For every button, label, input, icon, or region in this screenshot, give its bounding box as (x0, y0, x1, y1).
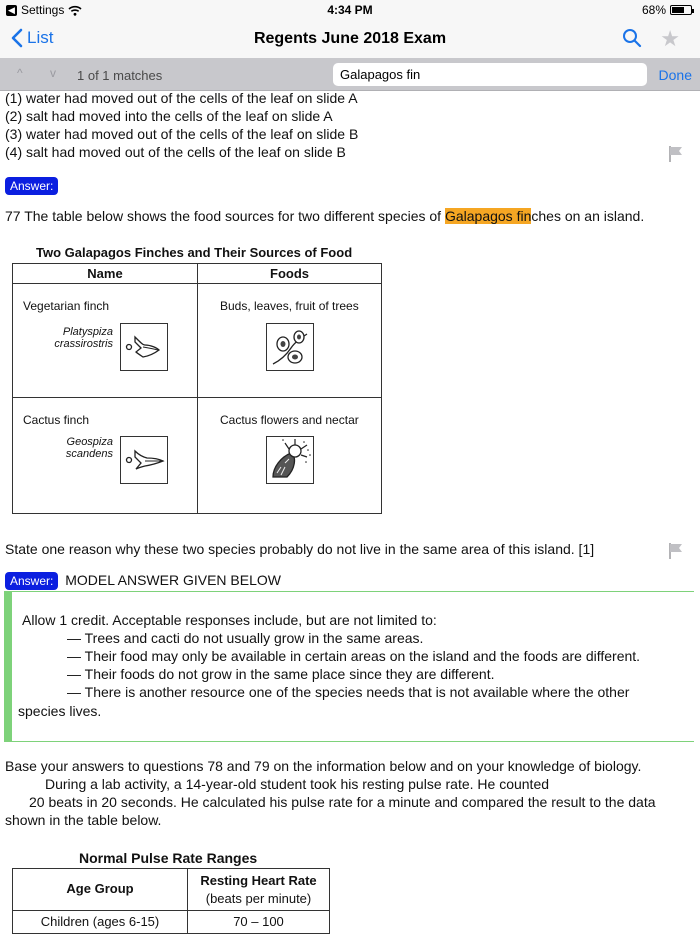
finch-row1-genus: Platyspiza (62, 326, 113, 338)
passage-line-4: shown in the table below. (5, 812, 162, 828)
pulse-table-title: Normal Pulse Rate Ranges (79, 850, 258, 866)
buds-leaves-fruit-image (266, 323, 314, 371)
flag-question-76-button[interactable] (668, 145, 684, 168)
finch-row1-species (23, 326, 113, 350)
finch-row1-food: Buds, leaves, fruit of trees (220, 299, 359, 313)
match-count: 1 of 1 matches (77, 68, 163, 83)
star-icon: ★ (660, 26, 680, 51)
chevron-down-icon: v (50, 66, 56, 80)
model-answer-item-3: — Their foods do not grow in the same place since they are different. (67, 666, 495, 682)
model-answer-continuation: species lives. (18, 703, 102, 719)
model-answer-item-2: — Their food may only be available in certain areas on the island and the foods are different. (67, 648, 641, 664)
navigation-bar (0, 20, 700, 58)
status-back-app-label: Settings (21, 3, 65, 17)
finch-col-foods: Foods (270, 266, 309, 281)
model-answer-item-4: — There is another resource one of the species needs that is not available where the other (67, 684, 630, 700)
page-title: Regents June 2018 Exam (253, 30, 447, 47)
vegetarian-finch-beak-image (120, 323, 168, 371)
previous-match-button[interactable] (17, 66, 23, 80)
finch-row2-food: Cactus flowers and nectar (220, 413, 359, 427)
search-button[interactable] (622, 28, 642, 53)
q77-text-before: 77 The table below shows the food sources for two different species of (5, 208, 445, 224)
battery-percent: 68% (641, 3, 666, 17)
pulse-col-rate-1: Resting Heart Rate (200, 873, 317, 888)
finch-row1-name: Vegetarian finch (23, 299, 110, 313)
passage-line-1: Base your answers to questions 78 and 79 on the information below and on your knowledge of biology. (5, 758, 642, 774)
pulse-table (12, 868, 330, 934)
q77-text-after: ches on an island. (531, 208, 645, 224)
model-answer-intro: Allow 1 credit. Acceptable responses include, but are not limited to: (22, 612, 437, 628)
done-button[interactable]: Done (658, 67, 692, 83)
next-match-button[interactable] (50, 66, 56, 80)
finch-table (12, 263, 382, 514)
model-answer-box (4, 591, 694, 742)
cactus-finch-beak-image (120, 436, 168, 484)
model-answer-heading: MODEL ANSWER GIVEN BELOW (65, 572, 281, 588)
finch-row2-name: Cactus finch (23, 413, 90, 427)
status-time: 4:34 PM (327, 3, 373, 17)
finch-row2-species (23, 436, 113, 460)
question-77-prompt: State one reason why these two species probably do not live in the same area of this island. [1] (5, 541, 595, 557)
option-1: (1) water had moved out of the cells of the leaf on slide A (5, 91, 358, 106)
passage-line-2: During a lab activity, a 14-year-old student took his resting pulse rate. He counted (45, 776, 550, 792)
back-to-app-icon: ◀ (6, 5, 17, 16)
status-right (642, 3, 692, 17)
question-77-text (5, 208, 644, 224)
finch-row2-genus: Geospiza (66, 436, 113, 448)
battery-fill (672, 7, 684, 13)
answer-77-button[interactable]: Answer: (5, 572, 58, 590)
back-button-label: List (27, 28, 54, 47)
flag-question-77-button[interactable] (668, 542, 684, 565)
battery-icon (670, 5, 692, 15)
pulse-row1-age: Children (ages 6-15) (40, 914, 160, 929)
find-bar (0, 58, 700, 91)
flag-icon (668, 145, 684, 163)
finch-col-name: Name (87, 266, 123, 281)
cactus-flower-image (266, 436, 314, 484)
passage-line-3: 20 beats in 20 seconds. He calculated his pulse rate for a minute and compared the result to the data (29, 794, 656, 810)
answer-76-row (5, 177, 58, 195)
finch-table-title: Two Galapagos Finches and Their Sources of Food (36, 245, 353, 260)
finch-row2-epithet: scandens (65, 448, 113, 460)
chevron-up-icon: ^ (17, 66, 23, 80)
search-highlight: Galapagos fin (444, 208, 532, 224)
answer-76-button[interactable]: Answer: (5, 177, 58, 195)
option-4: (4) salt had moved out of the cells of the leaf on slide B (5, 144, 346, 160)
pulse-row1-rate: 70 – 100 (233, 914, 284, 929)
favorite-button[interactable] (660, 26, 680, 52)
option-2: (2) salt had moved into the cells of the leaf on slide A (5, 108, 333, 124)
pulse-col-age: Age Group (66, 881, 134, 896)
flag-icon (668, 542, 684, 560)
document-content[interactable] (0, 91, 700, 934)
model-answer-item-1: — Trees and cacti do not usually grow in the same areas. (67, 630, 424, 646)
option-3: (3) water had moved out of the cells of the leaf on slide B (5, 126, 359, 142)
search-icon (622, 28, 642, 48)
pulse-col-rate-2: (beats per minute) (205, 891, 312, 906)
status-bar (0, 0, 700, 20)
find-input[interactable] (333, 63, 647, 86)
finch-row1-epithet: crassirostris (54, 338, 113, 350)
answer-77-row (5, 572, 281, 590)
